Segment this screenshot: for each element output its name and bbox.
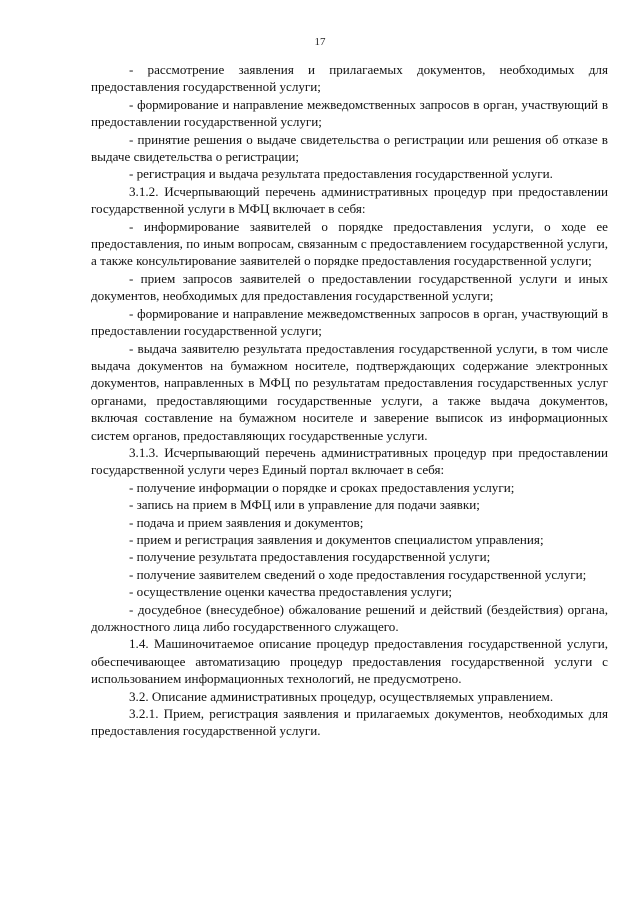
paragraph: - получение результата предоставления государственной услуги; [129, 549, 491, 565]
paragraph: - информирование заявителей о порядке предоставления услуги, о ходе ее предоставления, по иным вопросам, связанным с предоставлением государственной услуги, а также консультирование заявителей о порядке предоставления государственной услуги; [91, 218, 608, 269]
paragraph: - принятие решения о выдаче свидетельства о регистрации или решения об отказе в выдаче свидетельства о регистрации; [91, 131, 608, 165]
section-paragraph: 3.2. Описание административных процедур, осуществляемых управлением. [129, 688, 554, 704]
paragraph: - рассмотрение заявления и прилагаемых документов, необходимых для предоставления государственной услуги; [91, 62, 608, 95]
paragraph: - получение информации о порядке и сроках предоставления услуги; [129, 479, 515, 495]
paragraph: - подача и прием заявления и документов; [129, 514, 364, 530]
paragraph: - осуществление оценки качества предоставления услуги; [129, 584, 453, 600]
document-body [91, 61, 608, 740]
section-paragraph: 3.1.3. Исчерпывающий перечень административных процедур при предоставлении государственной услуги через Единый портал включает в себя: [91, 444, 608, 478]
paragraph: - запись на прием в МФЦ или в управление для подачи заявки; [129, 497, 480, 513]
paragraph: - формирование и направление межведомственных запросов в орган, участвующий в предоставлении государственной услуги; [91, 96, 608, 130]
paragraph: - получение заявителем сведений о ходе предоставления государственной услуги; [129, 566, 587, 582]
section-paragraph: 3.2.1. Прием, регистрация заявления и прилагаемых документов, необходимых для предоставления государственной услуги. [91, 706, 608, 739]
paragraph: - регистрация и выдача результата предоставления государственной услуги. [129, 166, 553, 182]
paragraph: - выдача заявителю результата предоставления государственной услуги, в том числе выдача документов на бумажном носителе, подтверждающих содержание электронных документов, направленных в МФЦ по результатам предоставления государственных услуг органами, предоставляющими государственные услуги, а также выдача документов, включая составление на бумажном носителе и заверение выписок из информационных систем органов, предоставляющих государственные услуги. [91, 340, 608, 443]
paragraph: - досудебное (внесудебное) обжалование решений и действий (бездействия) органа, должностного лица либо государственного служащего. [91, 601, 608, 634]
paragraph: - формирование и направление межведомственных запросов в орган, участвующий в предоставлении государственной услуги; [91, 305, 608, 339]
paragraph: - прием запросов заявителей о предоставлении государственной услуги и иных документов, необходимых для предоставления государственной услуги; [91, 270, 608, 304]
page-number: 17 [314, 36, 326, 48]
paragraph: - прием и регистрация заявления и документов специалистом управления; [129, 531, 544, 547]
section-paragraph: 3.1.2. Исчерпывающий перечень административных процедур при предоставлении государственной услуги в МФЦ включает в себя: [91, 183, 608, 217]
section-paragraph: 1.4. Машиночитаемое описание процедур предоставления государственной услуги, обеспечивающее автоматизацию процедур предоставления государственной услуги с использованием информационных технологий, не предусмотрено. [91, 636, 608, 687]
